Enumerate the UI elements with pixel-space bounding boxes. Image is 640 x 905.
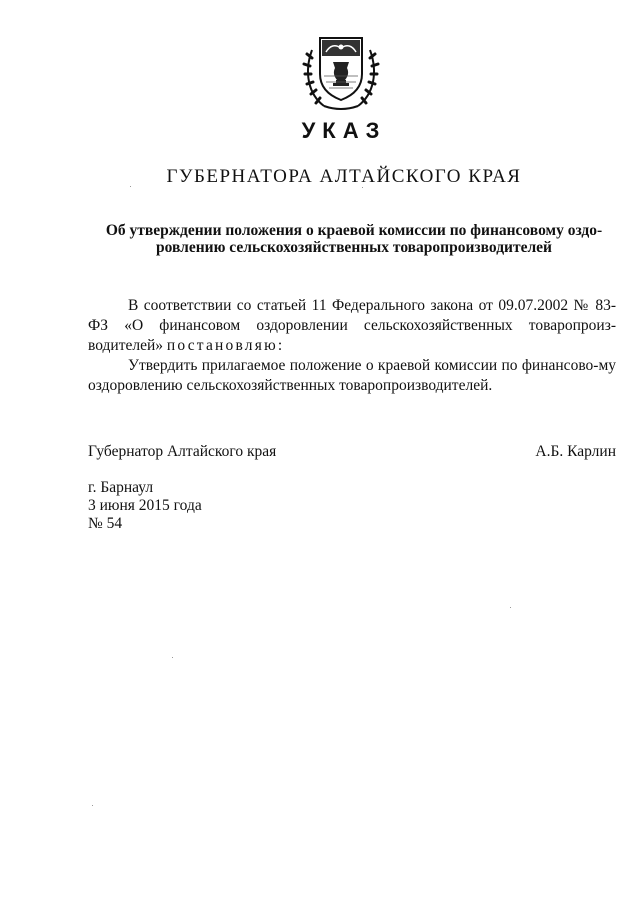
heading-line: Об утверждении положения о краевой комиссии по финансовому оздо- bbox=[105, 222, 603, 239]
heading-line: ровлению сельскохозяйственных товаропроизводителей bbox=[156, 239, 552, 256]
altai-krai-coat-of-arms-icon bbox=[302, 28, 380, 112]
date: 3 июня 2015 года bbox=[88, 497, 202, 514]
paragraph-text: В соответствии со статьей 11 Федерального закона от 09.07.2002 № 83-ФЗ «О финансовом оздоровлении сельскохозяйственных товаропроиз-водителей» bbox=[88, 297, 616, 354]
paragraph-basis bbox=[88, 296, 616, 356]
decree-keyword: постановляю: bbox=[166, 337, 285, 354]
scan-speck bbox=[172, 657, 173, 658]
city: г. Барнаул bbox=[88, 479, 154, 496]
issuer-title: ГУБЕРНАТОРА АЛТАЙСКОГО КРАЯ bbox=[166, 166, 522, 187]
signatory-name: А.Б. Карлин bbox=[535, 443, 616, 460]
scan-speck bbox=[362, 187, 363, 188]
paragraph-resolution: Утвердить прилагаемое положение о краевой комиссии по финансово-му оздоровлению сельскохозяйственных товаропроизводителей. bbox=[88, 357, 616, 394]
decree-body bbox=[88, 296, 616, 396]
scan-speck bbox=[510, 607, 511, 608]
document-title: УКАЗ bbox=[301, 118, 387, 143]
scan-speck bbox=[130, 186, 131, 187]
scan-speck bbox=[92, 805, 93, 806]
signatory-title: Губернатор Алтайского края bbox=[88, 443, 277, 460]
document-number: № 54 bbox=[88, 515, 123, 532]
place-date-block bbox=[88, 479, 202, 533]
decree-heading bbox=[92, 222, 616, 256]
